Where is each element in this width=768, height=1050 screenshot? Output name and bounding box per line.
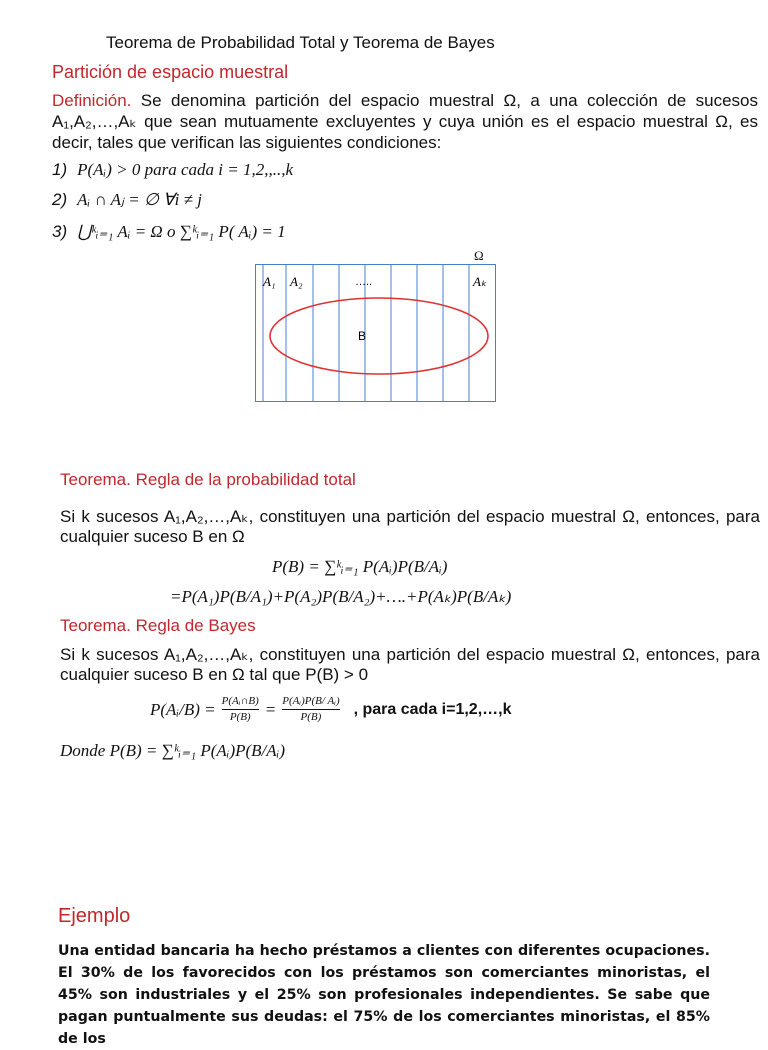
definition-text: Se denomina partición del espacio muestral Ω, a una colección de sucesos A₁,A₂,…,Aₖ que sean mutuamente excluyentes y cuya unión es el espacio muestral Ω, es decir, tales que verifican las siguientes condiciones:	[52, 91, 758, 152]
omega-label: Ω	[474, 248, 484, 263]
partition-heading: Partición de espacio muestral	[52, 62, 289, 82]
example-heading: Ejemplo	[58, 905, 131, 927]
a1-label: A₁	[263, 274, 276, 289]
total-probability-expansion: =P(A₁)P(B/A₁)+P(A₂)P(B/A₂)+….+P(Aₖ)P(B/Aₖ)	[170, 587, 512, 606]
bayes-heading: Teorema. Regla de Bayes	[60, 616, 256, 635]
bayes-tail: , para cada i=1,2,…,k	[353, 700, 512, 718]
condition-text: Aᵢ ∩ Aⱼ = ∅ ∀i ≠ j	[77, 190, 202, 209]
fraction-numerator: P(Aᵢ∩B)	[221, 695, 259, 707]
a2-label: A₂	[290, 274, 303, 289]
ak-label: Aₖ	[473, 274, 487, 289]
dots-label: …..	[355, 276, 373, 288]
equals-sign: =	[264, 699, 277, 719]
condition-text: P(Aᵢ) > 0 para cada i = 1,2,,..,k	[77, 160, 294, 179]
condition-1	[52, 160, 293, 180]
bayes-formula	[150, 695, 511, 724]
fraction-denominator: P(B)	[229, 711, 251, 723]
fraction-numerator: P(Aᵢ)P(B/ Aᵢ)	[282, 695, 340, 707]
bayes-statement: Si k sucesos A₁,A₂,…,Aₖ, constituyen una partición del espacio muestral Ω, entonces, para cualquier suceso B en Ω tal que P(B) > 0	[60, 645, 760, 684]
definition-paragraph	[52, 90, 758, 153]
bayes-fraction-1	[222, 695, 259, 724]
event-b-ellipse	[270, 298, 488, 374]
definition-label: Definición.	[52, 91, 132, 110]
total-probability-statement: Si k sucesos A₁,A₂,…,Aₖ, constituyen una partición del espacio muestral Ω, entonces, para cualquier suceso B en Ω	[60, 507, 760, 546]
fraction-denominator: P(B)	[300, 711, 322, 723]
total-probability-formula: P(B) = ∑ᵏᵢ₌₁ P(Aᵢ)P(B/Aᵢ)	[272, 557, 448, 576]
page-title: Teorema de Probabilidad Total y Teorema de Bayes	[106, 33, 495, 52]
condition-3	[52, 222, 286, 242]
condition-text: ⋃ᵏᵢ₌₁ Aᵢ = Ω o ∑ᵏᵢ₌₁ P( Aᵢ) = 1	[77, 222, 286, 241]
total-probability-heading: Teorema. Regla de la probabilidad total	[60, 470, 356, 489]
partition-diagram	[255, 264, 497, 404]
condition-2	[52, 190, 202, 210]
bayes-lhs: P(Aᵢ/B) =	[150, 699, 216, 719]
bayes-fraction-2	[282, 695, 339, 724]
donde-formula: Donde P(B) = ∑ᵏᵢ₌₁ P(Aᵢ)P(B/Aᵢ)	[60, 741, 286, 760]
condition-number: 2)	[52, 190, 68, 209]
condition-number: 3)	[52, 222, 68, 241]
b-label: B	[358, 329, 367, 343]
example-body: Una entidad bancaria ha hecho préstamos a clientes con diferentes ocupaciones. El 30% de los favorecidos con los préstamos son comerciantes minoristas, el 45% son industriales y el 25% son profesionales independientes. Se sabe que pagan puntualmente sus deudas: el 75% de los comerciantes minoristas, el 85% de los	[58, 943, 710, 1047]
condition-number: 1)	[52, 160, 68, 179]
